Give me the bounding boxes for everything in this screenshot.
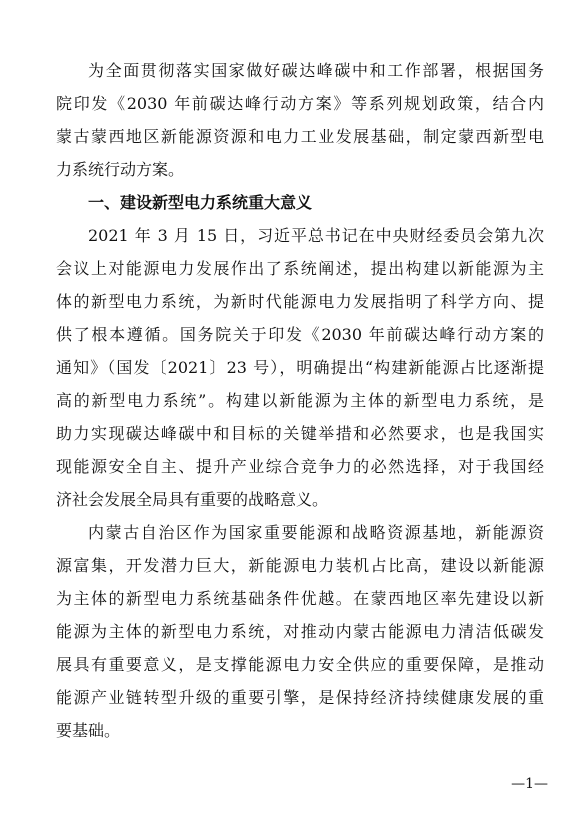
paragraph-line: 为全面贯彻落实国家做好碳达峰碳中和工作部署，根据国务 (88, 61, 544, 80)
paragraph-line: 蒙古蒙西地区新能源资源和电力工业发展基础，制定蒙西新型电 (56, 127, 544, 146)
paragraph-line: 会议上对能源电力发展作出了系统阐述，提出构建以新能源为主 (56, 259, 544, 278)
paragraph-line: 通知》（国发〔2021〕23 号），明确提出“构建新能源占比逐渐提 (56, 358, 544, 377)
section-heading (56, 186, 544, 219)
paragraph-line: 2021 年 3 月 15 日，习近平总书记在中央财经委员会第九次 (88, 226, 544, 245)
paragraph-line: 展具有重要意义，是支撑能源电力安全供应的重要保障，是推动 (56, 655, 544, 674)
paragraph-line: 现能源安全自主、提升产业综合竞争力的必然选择，对于我国经 (56, 457, 544, 476)
paragraph-line: 要基础。 (56, 721, 121, 740)
paragraph-line: 院印发《2030 年前碳达峰行动方案》等系列规划政策，结合内 (56, 94, 544, 113)
page-number: —1— (511, 776, 548, 792)
intro-paragraph (56, 54, 544, 186)
paragraph-line: 能源产业链转型升级的重要引擎，是保持经济持续健康发展的重 (56, 688, 544, 707)
paragraph-line: 体的新型电力系统，为新时代能源电力发展指明了科学方向、提 (56, 292, 544, 311)
paragraph-line: 为主体的新型电力系统基础条件优越。在蒙西地区率先建设以新 (56, 589, 544, 608)
paragraph-line: 供了根本遵循。国务院关于印发《2030 年前碳达峰行动方案的 (56, 325, 544, 344)
section1-paragraph-2 (56, 516, 544, 747)
paragraph-line: 力系统行动方案。 (56, 160, 185, 179)
paragraph-line: 高的新型电力系统”。构建以新能源为主体的新型电力系统，是 (56, 391, 544, 410)
paragraph-line: 源富集，开发潜力巨大，新能源电力装机占比高，建设以新能源 (56, 556, 544, 575)
paragraph-line: 济社会发展全局具有重要的战略意义。 (56, 490, 329, 509)
section-title: 一、建设新型电力系统重大意义 (88, 193, 313, 212)
paragraph-line: 能源为主体的新型电力系统，对推动内蒙古能源电力清洁低碳发 (56, 622, 544, 641)
paragraph-line: 内蒙古自治区作为国家重要能源和战略资源基地，新能源资 (88, 523, 544, 542)
section1-paragraph-1 (56, 219, 544, 516)
paragraph-line: 助力实现碳达峰碳中和目标的关键举措和必然要求，也是我国实 (56, 424, 544, 443)
